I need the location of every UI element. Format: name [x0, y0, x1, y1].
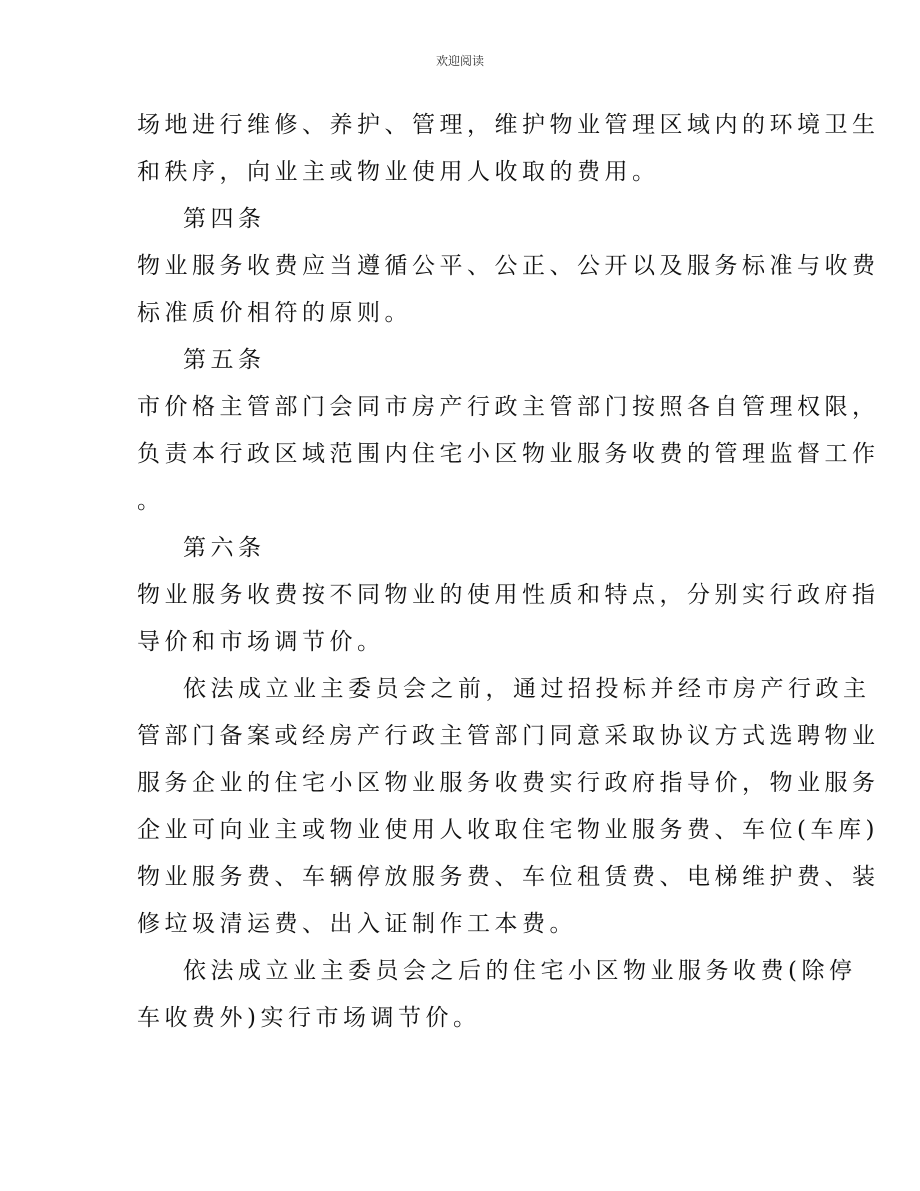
body-text-line: 修垃圾清运费、出入证制作工本费。 — [137, 911, 577, 937]
body-text-line: 车收费外)实行市场调节价。 — [137, 1005, 481, 1031]
article-heading: 第四条 — [183, 206, 266, 232]
page-header: 欢迎阅读 — [435, 54, 484, 68]
body-text-line: 物业服务收费按不同物业的使用性质和特点，分别实行政府指 — [137, 582, 880, 608]
body-text-line: 管部门备案或经房产行政主管部门同意采取协议方式选聘物业 — [137, 723, 880, 749]
body-text-line: 服务企业的住宅小区物业服务收费实行政府指导价，物业服务 — [137, 770, 880, 796]
article-heading: 第六条 — [183, 535, 266, 561]
body-text-line: 依法成立业主委员会之前，通过招投标并经市房产行政主 — [183, 676, 871, 702]
article-heading: 第五条 — [183, 347, 266, 373]
body-text-line: 。 — [137, 488, 165, 514]
body-text-line: 市价格主管部门会同市房产行政主管部门按照各自管理权限， — [137, 394, 880, 420]
body-text-line: 依法成立业主委员会之后的住宅小区物业服务收费(除停 — [183, 958, 857, 984]
body-text-line: 负责本行政区域范围内住宅小区物业服务收费的管理监督工作 — [137, 441, 880, 467]
body-text-line: 企业可向业主或物业使用人收取住宅物业服务费、车位(车库) — [137, 817, 879, 843]
body-text-line: 导价和市场调节价。 — [137, 629, 385, 655]
body-text-line: 物业服务收费应当遵循公平、公正、公开以及服务标准与收费 — [137, 253, 880, 279]
body-text-line: 和秩序，向业主或物业使用人收取的费用。 — [137, 159, 660, 185]
body-text-line: 物业服务费、车辆停放服务费、车位租赁费、电梯维护费、装 — [137, 864, 880, 890]
body-text-line: 场地进行维修、养护、管理，维护物业管理区域内的环境卫生 — [137, 112, 880, 138]
body-text-line: 标准质价相符的原则。 — [137, 300, 412, 326]
